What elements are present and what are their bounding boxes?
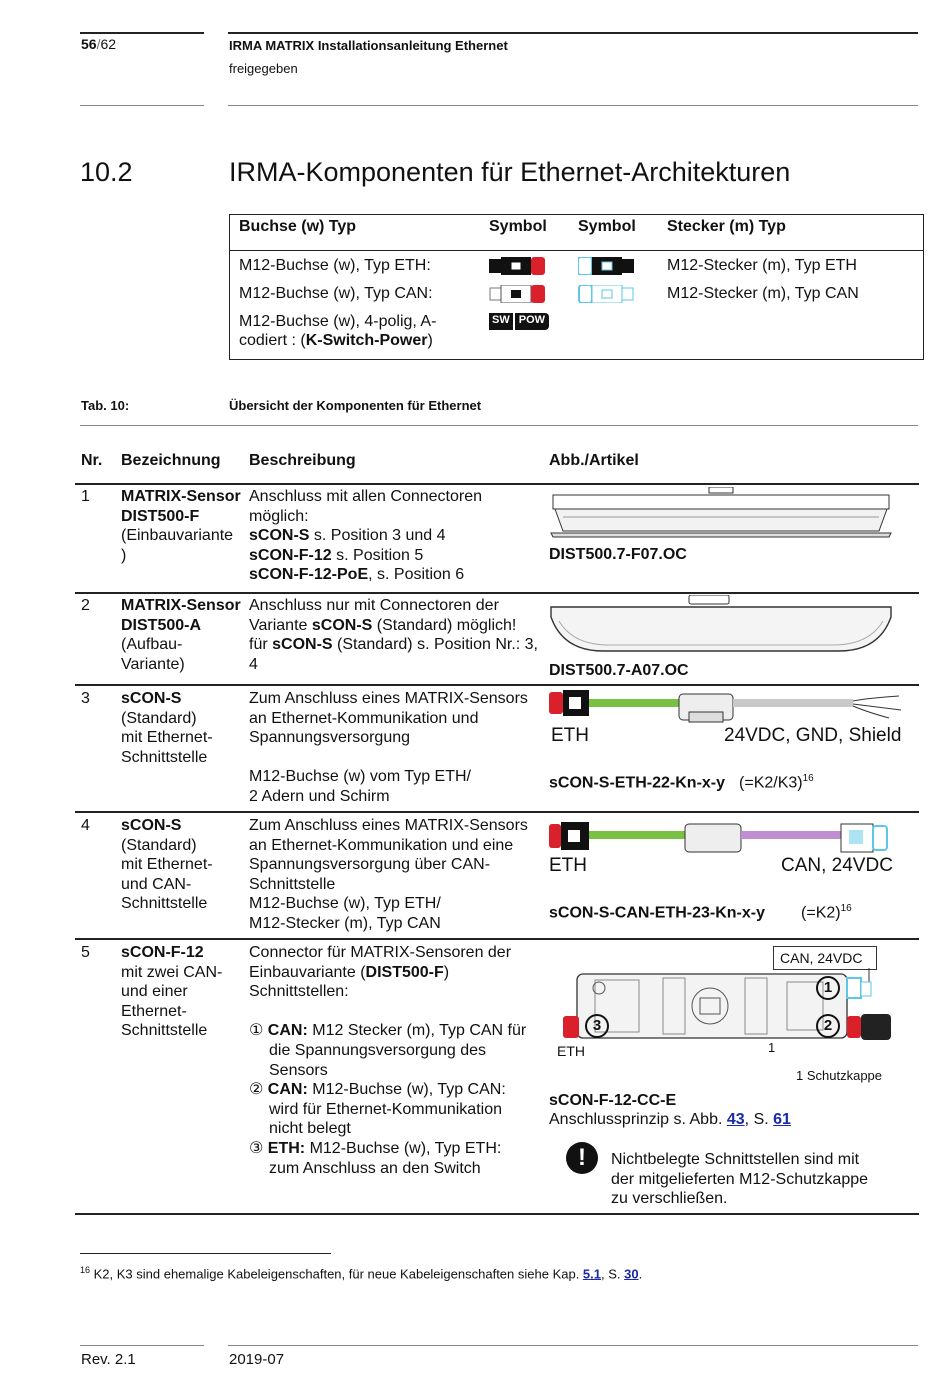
figure-link[interactable]: 43: [726, 1111, 745, 1128]
can-socket-symbol-icon: [489, 285, 547, 303]
dist500-a-sensor-image: [549, 595, 894, 657]
page-total: 62: [100, 36, 117, 52]
row5-ref: Anschlussprinzip s. Abb. 43, S. 61: [549, 1111, 791, 1128]
legend-header-stecker: Stecker (m) Typ: [667, 218, 786, 235]
row4-img-label-can: CAN, 24VDC: [781, 855, 893, 876]
row4-desc: Zum Anschluss eines MATRIX-Sensors an Ethernet-Kommunikation und eine Spannungsversorgung über CAN- Schnittstelle M12-Buchse (w), Typ ETH/ M12-Stecker (m), Typ CAN: [249, 817, 528, 932]
row5-img-eth-label: ETH: [557, 1043, 585, 1059]
header-rule-left: [80, 32, 204, 34]
doc-status: freigegeben: [229, 61, 298, 76]
scon-f-12-connector-image: [555, 968, 900, 1048]
footer-rule-left: [80, 1345, 204, 1346]
row4-name: sCON-S (Standard) mit Ethernet- und CAN- Schnittstelle: [121, 817, 213, 913]
page-sep: /: [96, 36, 101, 52]
page-current: 56: [81, 36, 97, 52]
row3-nr: 3: [81, 690, 90, 707]
section-title: IRMA-Komponenten für Ethernet-Architekturen: [229, 157, 791, 187]
row5-note: Nichtbelegte Schnittstellen sind mit der mitgelieferten M12-Schutzkappe zu verschließen.: [611, 1151, 869, 1208]
footer-rule-right: [228, 1345, 918, 1346]
legend-header-symbol-1: Symbol: [489, 218, 547, 235]
legend-row3-left-line1: M12-Buchse (w), 4-polig, A-: [239, 313, 437, 330]
row2-nr: 2: [81, 597, 90, 614]
header-rule-right: [228, 32, 918, 34]
scon-s-can-eth-cable-image: [549, 818, 904, 858]
footer-revision: Rev. 2.1: [81, 1351, 136, 1368]
footnote-chapter-link[interactable]: 5.1: [582, 1266, 601, 1282]
switch-power-badge: [489, 313, 549, 330]
eth-socket-symbol-icon: [489, 257, 547, 275]
row5-img-can-label: CAN, 24VDC: [773, 946, 877, 970]
row-rule-1: [75, 592, 919, 594]
row3-article: sCON-S-ETH-22-Kn-x-y (=K2/K3)$^{16}$: [549, 773, 814, 792]
col-img: Abb./Artikel: [549, 452, 639, 469]
row4-nr: 4: [81, 817, 90, 834]
row3-img-label-eth: ETH: [551, 725, 589, 746]
row5-name: sCON-F-12 mit zwei CAN- und einer Ethernet- Schnittstelle: [121, 944, 223, 1040]
scon-s-eth-cable-image: [549, 688, 904, 728]
legend-row1-right: M12-Stecker (m), Typ ETH: [667, 257, 857, 274]
legend-row1-left: M12-Buchse (w), Typ ETH:: [239, 257, 431, 274]
row-rule-header: [75, 483, 919, 485]
dist500-f-sensor-image: [549, 487, 894, 539]
page-number: [81, 36, 116, 52]
table-caption-label: Tab. 10:: [81, 398, 130, 413]
footnote-rule: [80, 1253, 331, 1254]
legend-row2-right: M12-Stecker (m), Typ CAN: [667, 285, 859, 302]
row2-name: MATRIX-Sensor DIST500-A (Aufbau- Variante): [121, 597, 241, 673]
row5-img-marker-3: 3: [585, 1014, 609, 1038]
col-name: Bezeichnung: [121, 452, 221, 469]
row4-article: sCON-S-CAN-ETH-23-Kn-x-y (=K2)$^{16}$: [549, 903, 852, 922]
row-rule-2: [75, 684, 919, 686]
badge-sw: SW: [489, 313, 513, 330]
legend-header-symbol-2: Symbol: [578, 218, 636, 235]
row5-img-cap-label: 1 Schutzkappe: [796, 1068, 883, 1083]
table-caption-text: Übersicht der Komponenten für Ethernet: [229, 398, 482, 413]
row-rule-3: [75, 811, 919, 813]
legend-table: [229, 214, 924, 360]
badge-pow: POW: [515, 313, 549, 330]
col-nr: Nr.: [81, 452, 103, 469]
row3-name: sCON-S (Standard) mit Ethernet- Schnittstelle: [121, 690, 213, 766]
can-plug-symbol-icon: [578, 285, 636, 303]
col-desc: Beschreibung: [249, 452, 356, 469]
footnote-page-link[interactable]: 30: [624, 1266, 639, 1282]
row1-desc: Anschluss mit allen Connectoren möglich: sCON-S s. Position 3 und 4 sCON-F-12 s. Position 5 sCON-F-12-PoE, s. Position 6: [249, 488, 483, 584]
row1-article: DIST500.7-F07.OC: [549, 546, 687, 563]
row1-nr: 1: [81, 488, 90, 505]
row1-name: MATRIX-Sensor DIST500-F (Einbauvariante ): [121, 488, 241, 564]
legend-header-buchse: Buchse (w) Typ: [239, 218, 357, 235]
eth-plug-symbol-icon: [578, 257, 636, 275]
row5-img-marker-2: 2: [816, 1014, 840, 1038]
header-bottom-rule-right: [228, 105, 918, 106]
row3-img-label-power: 24VDC, GND, Shield: [724, 725, 902, 746]
row5-img-marker-1: 1: [816, 976, 840, 1000]
row-rule-5: [75, 1213, 919, 1215]
row4-img-label-eth: ETH: [549, 855, 587, 876]
row5-nr: 5: [81, 944, 90, 961]
warning-icon: !: [566, 1142, 598, 1174]
row2-desc: Anschluss nur mit Connectoren der Variante sCON-S (Standard) möglich! für sCON-S (Standard) s. Position Nr.: 3, 4: [249, 597, 538, 673]
legend-row2-left: M12-Buchse (w), Typ CAN:: [239, 285, 433, 302]
row-rule-4: [75, 938, 919, 940]
caption-rule: [80, 425, 918, 426]
page-link[interactable]: 61: [773, 1111, 791, 1128]
legend-row3-left-line2: codiert : (K-Switch-Power): [239, 332, 433, 349]
footer-date: 2019-07: [229, 1351, 285, 1368]
legend-header-rule: [230, 250, 923, 251]
footnote: $^{16}$ K2, K3 sind ehemalige Kabeleigenschaften, für neue Kabeleigenschaften siehe Kap. 5.1, S. 30.: [80, 1265, 643, 1282]
header-bottom-rule-left: [80, 105, 204, 106]
row2-article: DIST500.7-A07.OC: [549, 662, 689, 679]
row5-img-one-label: 1: [768, 1040, 776, 1055]
doc-title: IRMA MATRIX Installationsanleitung Ethernet: [229, 38, 508, 53]
section-number: 10.2: [80, 157, 133, 187]
row3-desc: Zum Anschluss eines MATRIX-Sensors an Ethernet-Kommunikation und Spannungsversorgung M12-Buchse (w) vom Typ ETH/ 2 Adern und Schirm: [249, 690, 528, 805]
row5-desc: Connector für MATRIX-Sensoren der Einbauvariante (DIST500-F) Schnittstellen: ① CAN: M12 Stecker (m), Typ CAN für die Spannungsversorgung des Sensors ② CAN: M12-Buchse (w), Typ CAN: wird für Ethernet-Kommunikation nicht belegt ③ ETH: M12-Buchse (w), Typ ETH: zum Anschluss an den Switch: [249, 944, 527, 1177]
row5-article: sCON-F-12-CC-E: [549, 1092, 677, 1109]
